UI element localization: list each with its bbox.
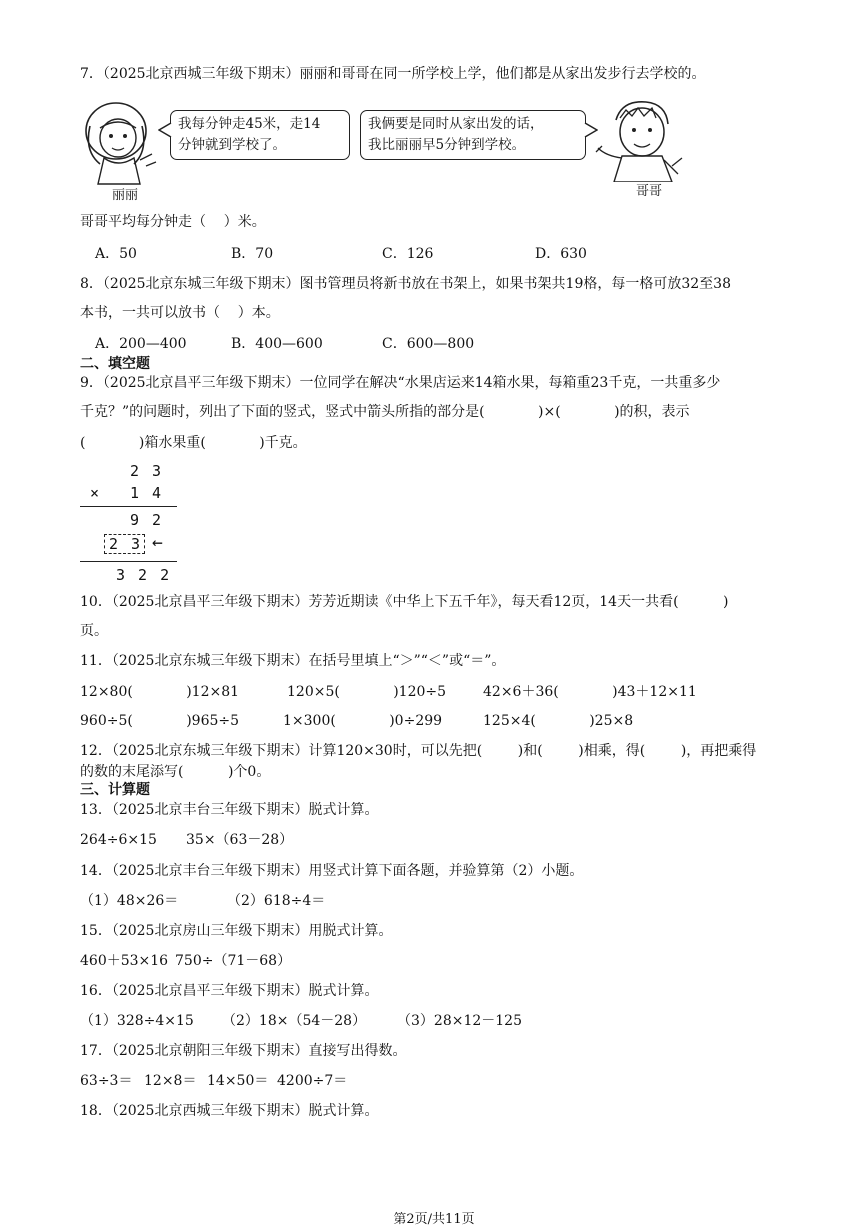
q11-item: 1×300( )0÷299 [283,713,443,729]
boy-speech-bubble [360,110,586,160]
q12-line2: 的数的末尾添写( )个0。 [80,764,271,780]
q9-line1: 9．（2025北京昌平三年级下期末）一位同学在解决“水果店运来14箱水果，每箱重23千克，一共重多少 [80,375,721,391]
girl-name: 丽丽 [112,188,139,203]
page-footer: 第2页/共11页 [393,1212,475,1227]
bubble-line: 我俩要是同时从家出发的话， [368,116,544,132]
q7-option-b: B．70 [231,246,274,262]
q17-item: 14×50＝ [207,1073,269,1089]
q7-option-d: D．630 [535,246,587,262]
vc-partial-2-boxed: 2 3 [104,534,145,554]
vc-result: 3 2 2 [116,566,172,584]
q8-option-a: A．200—400 [95,336,187,352]
boy-name: 哥哥 [636,184,663,199]
q9-line3: ( )箱水果重( )千克。 [80,435,307,451]
q11-stem: 11．（2025北京东城三年级下期末）在括号里填上“＞”“＜”或“＝”。 [80,653,506,669]
vc-partial-1: 9 2 [130,511,164,529]
q14-item: （2）618÷4＝ [227,893,326,909]
vc-rule-2 [80,561,177,562]
q17-stem: 17．（2025北京朝阳三年级下期末）直接写出得数。 [80,1043,407,1059]
q11-item: 125×4( )25×8 [483,713,634,729]
q7-stem: 7．（2025北京西城三年级下期末）丽丽和哥哥在同一所学校上学，他们都是从家出发步行去学校的。 [80,66,706,82]
section-heading-fill: 二、填空题 [80,356,150,372]
q16-item: （3）28×12－125 [397,1013,522,1029]
arrow-left-icon: ← [152,532,165,553]
q15-stem: 15．（2025北京房山三年级下期末）用脱式计算。 [80,923,393,939]
q18-stem: 18．（2025北京西城三年级下期末）脱式计算。 [80,1103,379,1119]
q17-item: 12×8＝ [144,1073,197,1089]
q16-stem: 16．（2025北京昌平三年级下期末）脱式计算。 [80,983,379,999]
q9-line2: 千克？”的问题时，列出了下面的竖式，竖式中箭头所指的部分是( )×( )的积，表示 [80,404,690,420]
q17-item: 4200÷7＝ [277,1073,348,1089]
vc-times-sign: × [90,484,102,502]
girl-speech-bubble [170,110,350,160]
q7-question: 哥哥平均每分钟走（ ）米。 [80,214,266,230]
q10-line1: 10．（2025北京昌平三年级下期末）芳芳近期读《中华上下五千年》，每天看12页，14天一共看( ) [80,594,729,610]
boy-illustration [592,96,688,182]
q8-line1: 8．（2025北京东城三年级下期末）图书管理员将新书放在书架上，如果书架共19格，每一格可放32至38 [80,276,731,292]
q17-item: 63÷3＝ [80,1073,133,1089]
q13-item: 264÷6×15 [80,832,157,848]
q14-item: （1）48×26＝ [80,893,179,909]
q11-item: 12×80( )12×81 [80,684,240,700]
section-heading-calc: 三、计算题 [80,782,150,798]
q7-option-c: C．126 [382,246,434,262]
q16-item: （1）328÷4×15 [80,1013,194,1029]
girl-illustration [78,96,168,186]
bubble-line: 我比丽丽早5分钟到学校。 [368,137,526,153]
q8-option-c: C．600—800 [382,336,475,352]
q11-item: 120×5( )120÷5 [287,684,447,700]
q8-line2: 本书，一共可以放书（ ）本。 [80,305,280,321]
q7-option-a: A．50 [95,246,137,262]
bubble-tail-left [158,122,172,138]
vc-multiplier: 1 4 [130,484,164,502]
q10-line2: 页。 [80,623,108,639]
q13-stem: 13．（2025北京丰台三年级下期末）脱式计算。 [80,802,379,818]
q11-item: 42×6＋36( )43＋12×11 [483,684,697,700]
q15-item: 460＋53×16 [80,953,169,969]
q16-item: （2）18×（54－28） [222,1013,367,1029]
q8-option-b: B．400—600 [231,336,323,352]
q12-line1: 12．（2025北京东城三年级下期末）计算120×30时，可以先把( )和( )相乘，得( )，再把乘得 [80,743,757,759]
q11-item: 960÷5( )965÷5 [80,713,240,729]
q15-item: 750÷（71－68） [175,953,292,969]
bubble-line: 分钟就到学校了。 [178,137,286,153]
q13-item: 35×（63－28） [186,832,294,848]
vc-rule-1 [80,506,177,507]
vc-multiplicand: 2 3 [130,462,164,480]
q14-stem: 14．（2025北京丰台三年级下期末）用竖式计算下面各题，并验算第（2）小题。 [80,863,584,879]
bubble-line: 我每分钟走45米，走14 [178,116,321,132]
